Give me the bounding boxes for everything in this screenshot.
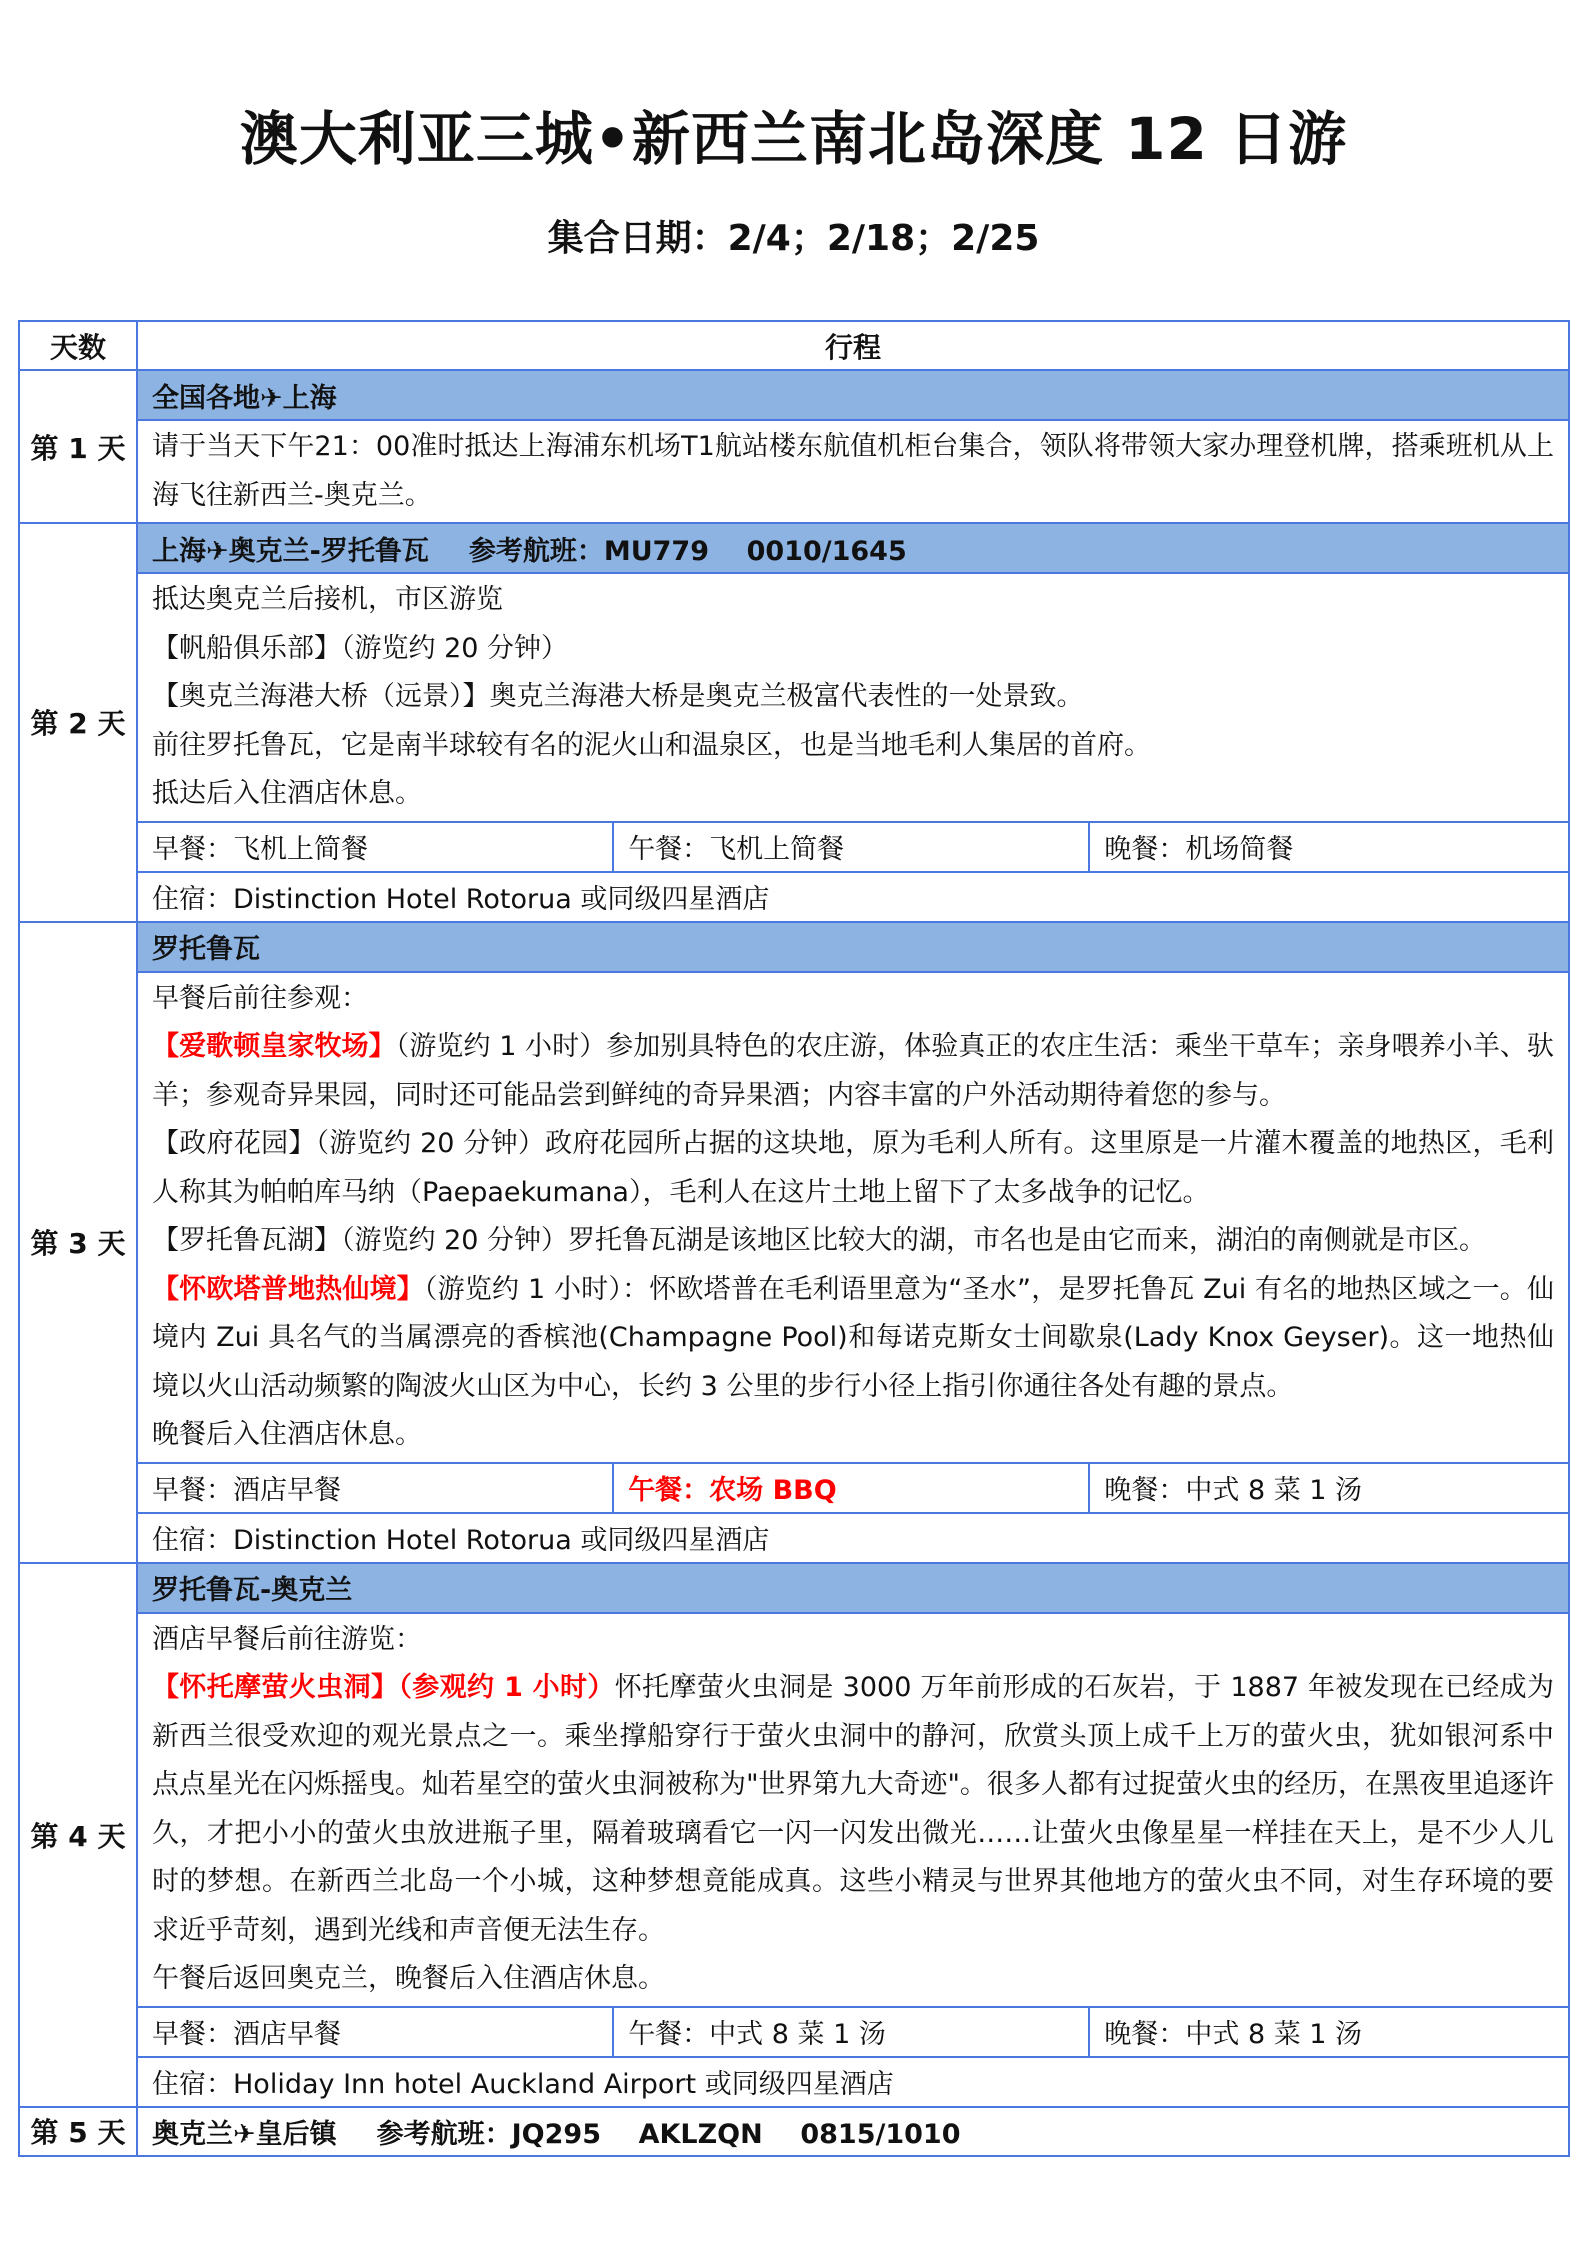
day-3-body-row bbox=[19, 972, 1569, 1463]
paragraph: 晚餐后入住酒店休息。 bbox=[152, 1419, 422, 1450]
day-heading bbox=[137, 523, 1569, 573]
header-day: 天数 bbox=[19, 321, 137, 370]
day-3-heading-row bbox=[19, 922, 1569, 972]
day-label: 第 3 天 bbox=[19, 922, 137, 1563]
day-heading: 罗托鲁瓦 bbox=[137, 922, 1569, 972]
breakfast: 早餐：酒店早餐 bbox=[138, 1464, 614, 1512]
lodging: 住宿：Holiday Inn hotel Auckland Airport 或同级四星酒店 bbox=[137, 2057, 1569, 2107]
paragraph: 【帆船俱乐部】（游览约 20 分钟） bbox=[152, 632, 569, 664]
flight-info: 参考航班：JQ295 AKLZQN 0815/1010 bbox=[376, 2118, 961, 2150]
paragraph: 【奥克兰海港大桥（远景）】奥克兰海港大桥是奥克兰极富代表性的一处景致。 bbox=[152, 681, 1084, 712]
highlight-attraction: 【怀托摩萤火虫洞】（参观约 1 小时） bbox=[152, 1672, 615, 1703]
attraction-text: （游览约 1 小时）参加别具特色的农庄游，体验真正的农庄生活：乘坐干草车；亲身喂养小羊、驮羊；参观奇异果园，同时还可能品尝到鲜纯的奇异果酒；内容丰富的户外活动期待着您的参与。 bbox=[152, 1031, 1555, 1111]
paragraph bbox=[152, 1023, 1554, 1120]
assembly-dates: 集合日期：2/4；2/18；2/25 bbox=[547, 218, 1040, 259]
day-2-heading-row bbox=[19, 523, 1569, 573]
paragraph: 请于当天下午21：00准时抵达上海浦东机场T1航站楼东航值机柜台集合，领队将带领大家办理登机牌，搭乘班机从上海飞往新西兰-奥克兰。 bbox=[152, 431, 1554, 511]
day-4-meals-row bbox=[19, 2007, 1569, 2057]
day-heading: 全国各地✈上海 bbox=[137, 370, 1569, 420]
route: 上海✈奥克兰-罗托鲁瓦 bbox=[152, 535, 429, 567]
dinner: 晚餐：中式 8 菜 1 汤 bbox=[1104, 1475, 1363, 1506]
paragraph: 【罗托鲁瓦湖】（游览约 20 分钟）罗托鲁瓦湖是该地区比较大的湖，市名也是由它而来，湖泊的南侧就是市区。 bbox=[152, 1225, 1487, 1256]
paragraph: 前往罗托鲁瓦，它是南半球较有名的泥火山和温泉区，也是当地毛利人集居的首府。 bbox=[152, 729, 1151, 761]
lunch: 午餐：飞机上简餐 bbox=[614, 823, 1090, 871]
header-itinerary: 行程 bbox=[137, 321, 1569, 370]
day-label: 第 1 天 bbox=[19, 370, 137, 523]
lodging: 住宿：Distinction Hotel Rotorua 或同级四星酒店 bbox=[137, 872, 1569, 922]
day-description bbox=[137, 420, 1569, 523]
day-5-row bbox=[19, 2107, 1569, 2156]
breakfast: 早餐：飞机上简餐 bbox=[138, 823, 614, 871]
paragraph bbox=[152, 1664, 1554, 1955]
attraction-text: 怀托摩萤火虫洞是 3000 万年前形成的石灰岩，于 1887 年被发现在已经成为新西兰很受欢迎的观光景点之一。乘坐撑船穿行于萤火虫洞中的静河，欣赏头顶上成千上万的萤火虫，犹如银河系中点点星光在闪烁摇曳。灿若星空的萤火虫洞被称为"世界第九大奇迹"。很多人都有过捉萤火虫的经历，在黑夜里追逐许久，才把小小的萤火虫放进瓶子里，隔着玻璃看它一闪一闪发出微光……让萤火虫像星星一样挂在天上，是不少人儿时的梦想。在新西兰北岛一个小城，这种梦想竟能成真。这些小精灵与世界其他地方的萤火虫不同，对生存环境的要求近乎苛刻，遇到光线和声音便无法生存。 bbox=[152, 1672, 1554, 1946]
day-description bbox=[137, 972, 1569, 1463]
day-heading bbox=[137, 2107, 1569, 2156]
itinerary-table bbox=[18, 320, 1570, 2157]
day-label: 第 2 天 bbox=[19, 523, 137, 922]
day-4-heading-row bbox=[19, 1563, 1569, 1613]
highlight-attraction: 【爱歌顿皇家牧场】 bbox=[152, 1031, 396, 1062]
day-2-meals-row bbox=[19, 822, 1569, 872]
paragraph: 抵达后入住酒店休息。 bbox=[152, 778, 422, 809]
day-1-body-row bbox=[19, 420, 1569, 523]
dinner: 晚餐：中式 8 菜 1 汤 bbox=[1104, 2019, 1363, 2050]
day-4-body-row bbox=[19, 1613, 1569, 2007]
highlight-attraction: 【怀欧塔普地热仙境】 bbox=[152, 1273, 424, 1305]
day-3-meals-row bbox=[19, 1463, 1569, 1513]
day-heading: 罗托鲁瓦-奥克兰 bbox=[137, 1563, 1569, 1613]
day-label: 第 4 天 bbox=[19, 1563, 137, 2107]
paragraph: 【政府花园】（游览约 20 分钟）政府花园所占据的这块地，原为毛利人所有。这里原是一片灌木覆盖的地热区，毛利人称其为帕帕库马纳（Paepaekumana），毛利人在这片土地上留下了太多战争的记忆。 bbox=[152, 1128, 1554, 1208]
paragraph: 早餐后前往参观： bbox=[152, 982, 368, 1014]
table-header-row bbox=[19, 321, 1569, 370]
paragraph: 抵达奥克兰后接机，市区游览 bbox=[152, 584, 503, 615]
attraction-text: （游览约 1 小时）：怀欧塔普在毛利语里意为“圣水”，是罗托鲁瓦 Zui 有名的地热区域之一。仙境内 Zui 具名气的当属漂亮的香槟池(Champagne Pool)和每诺克斯女士间歇泉(Lady Knox Geyser)。这一地热仙境以火山活动频繁的陶波火山区为中心，长约 3 公里的步行小径上指引你通往各处有趣的景点。 bbox=[152, 1273, 1555, 1402]
day-4-lodging-row bbox=[19, 2057, 1569, 2107]
day-3-lodging-row bbox=[19, 1513, 1569, 1563]
page-title: 澳大利亚三城•新西兰南北岛深度 12 日游 bbox=[239, 105, 1348, 173]
lodging: 住宿：Distinction Hotel Rotorua 或同级四星酒店 bbox=[137, 1513, 1569, 1563]
breakfast: 早餐：酒店早餐 bbox=[138, 2008, 614, 2056]
paragraph bbox=[152, 1266, 1554, 1412]
flight-info: 参考航班：MU779 0010/1645 bbox=[468, 535, 907, 567]
day-2-body-row bbox=[19, 573, 1569, 822]
paragraph: 酒店早餐后前往游览： bbox=[152, 1623, 422, 1655]
day-description bbox=[137, 573, 1569, 822]
day-label: 第 5 天 bbox=[19, 2107, 137, 2156]
day-description bbox=[137, 1613, 1569, 2007]
day-2-lodging-row bbox=[19, 872, 1569, 922]
day-1-heading-row bbox=[19, 370, 1569, 420]
paragraph: 午餐后返回奥克兰，晚餐后入住酒店休息。 bbox=[152, 1963, 665, 1994]
lunch: 午餐：中式 8 菜 1 汤 bbox=[614, 2008, 1090, 2056]
dinner: 晚餐：机场简餐 bbox=[1104, 834, 1294, 865]
lunch: 午餐：农场 BBQ bbox=[614, 1464, 1090, 1512]
route: 奥克兰✈皇后镇 bbox=[152, 2118, 337, 2150]
